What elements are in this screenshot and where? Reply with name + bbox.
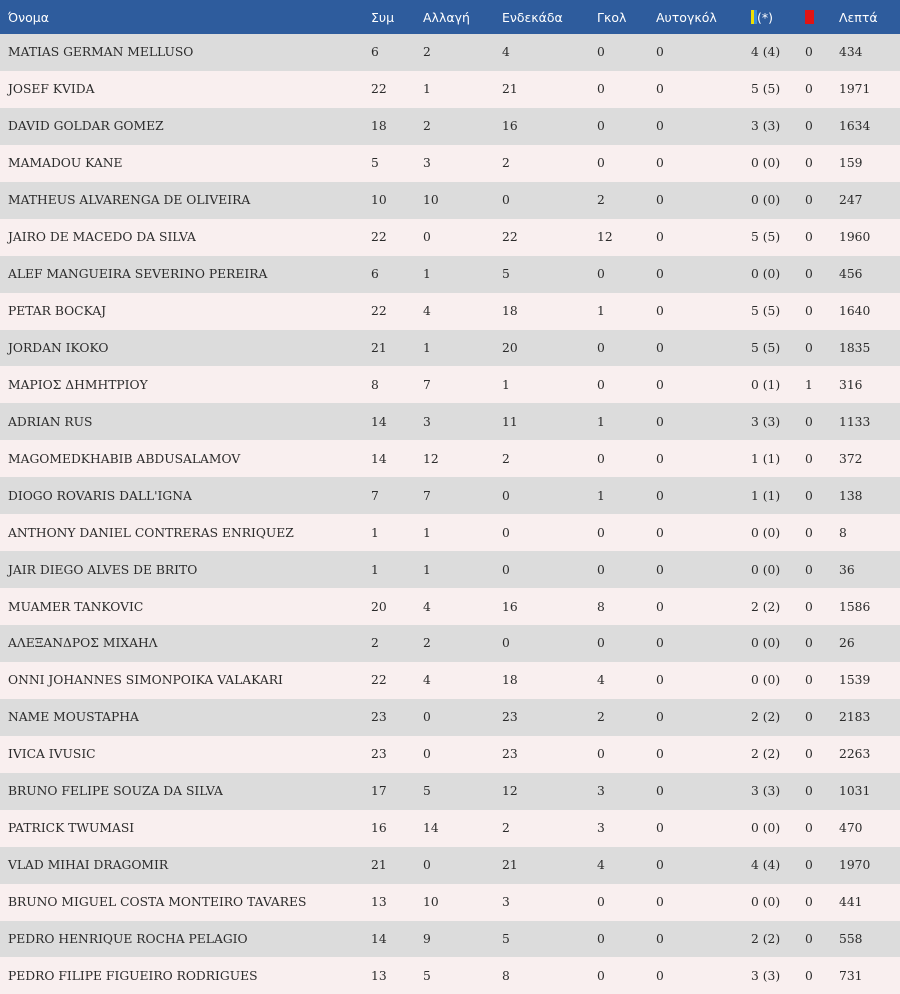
col-header-yellow[interactable]: [751, 0, 805, 34]
red-cards-value: 0: [805, 821, 813, 836]
table-row: [0, 330, 900, 367]
player-name: DAVID GOLDAR GOMEZ: [8, 119, 164, 134]
player-name: ΜΑΡΙΟΣ ΔΗΜΗΤΡΙΟΥ: [8, 377, 148, 392]
player-name: ADRIAN RUS: [8, 414, 93, 429]
starting-value: 12: [502, 784, 518, 799]
apps-value: 2: [371, 636, 379, 651]
goals-value: 0: [597, 340, 605, 355]
own-goals-value: 0: [656, 710, 664, 725]
minutes-value: 434: [839, 45, 863, 60]
own-goals-value: 0: [656, 230, 664, 245]
yellow-cards-value: 0 (0): [751, 636, 781, 651]
sub-value: 14: [423, 821, 439, 836]
table-row: [0, 108, 900, 145]
own-goals-value: 0: [656, 45, 664, 60]
own-goals-value: 0: [656, 451, 664, 466]
table-row: [0, 773, 900, 810]
apps-value: 22: [371, 82, 387, 97]
apps-value: 13: [371, 895, 387, 910]
sub-value: 1: [423, 562, 431, 577]
table-row: [0, 256, 900, 293]
starting-value: 1: [502, 377, 510, 392]
red-cards-value: 0: [805, 119, 813, 134]
red-card-icon: [805, 10, 814, 24]
table-row: [0, 440, 900, 477]
player-name: ANTHONY DANIEL CONTRERAS ENRIQUEZ: [8, 525, 294, 540]
table-row: [0, 588, 900, 625]
minutes-value: 316: [839, 377, 863, 392]
table-row: [0, 293, 900, 330]
starting-value: 23: [502, 710, 518, 725]
goals-value: 0: [597, 156, 605, 171]
minutes-value: 1031: [839, 784, 871, 799]
starting-value: 16: [502, 599, 518, 614]
table-row: [0, 219, 900, 256]
minutes-value: 2183: [839, 710, 871, 725]
own-goals-value: 0: [656, 636, 664, 651]
sub-value: 1: [423, 340, 431, 355]
table-body: [0, 34, 900, 994]
starting-value: 0: [502, 525, 510, 540]
yellow-cards-value: 3 (3): [751, 119, 781, 134]
goals-value: 2: [597, 193, 605, 208]
apps-value: 1: [371, 525, 379, 540]
apps-value: 22: [371, 673, 387, 688]
goals-value: 3: [597, 784, 605, 799]
sub-value: 1: [423, 82, 431, 97]
starting-value: 0: [502, 636, 510, 651]
col-header-sub[interactable]: Αλλαγή: [423, 9, 470, 25]
goals-value: 0: [597, 525, 605, 540]
starting-value: 21: [502, 858, 518, 873]
apps-value: 14: [371, 931, 387, 946]
col-header-goals[interactable]: Γκολ: [597, 9, 627, 25]
starting-value: 18: [502, 673, 518, 688]
starting-value: 5: [502, 267, 510, 282]
table-row: [0, 366, 900, 403]
player-name: BRUNO FELIPE SOUZA DA SILVA: [8, 784, 223, 799]
apps-value: 7: [371, 488, 379, 503]
minutes-value: 36: [839, 562, 855, 577]
minutes-value: 1634: [839, 119, 871, 134]
yellow-cards-value: 4 (4): [751, 45, 781, 60]
own-goals-value: 0: [656, 747, 664, 762]
sub-value: 0: [423, 747, 431, 762]
starting-value: 22: [502, 230, 518, 245]
yellow-cards-value: 2 (2): [751, 599, 781, 614]
yellow-cards-value: 4 (4): [751, 858, 781, 873]
red-cards-value: 0: [805, 673, 813, 688]
sub-value: 3: [423, 414, 431, 429]
minutes-value: 1960: [839, 230, 871, 245]
goals-value: 1: [597, 414, 605, 429]
sub-value: 3: [423, 156, 431, 171]
table-row: [0, 551, 900, 588]
own-goals-value: 0: [656, 673, 664, 688]
red-cards-value: 0: [805, 414, 813, 429]
goals-value: 0: [597, 377, 605, 392]
apps-value: 22: [371, 304, 387, 319]
apps-value: 14: [371, 451, 387, 466]
red-cards-value: 0: [805, 230, 813, 245]
player-name: JAIRO DE MACEDO DA SILVA: [8, 230, 196, 245]
table-row: [0, 736, 900, 773]
red-cards-value: 0: [805, 193, 813, 208]
minutes-value: 2263: [839, 747, 871, 762]
player-name: IVICA IVUSIC: [8, 747, 96, 762]
sub-value: 5: [423, 784, 431, 799]
player-name: MATHEUS ALVARENGA DE OLIVEIRA: [8, 193, 251, 208]
own-goals-value: 0: [656, 931, 664, 946]
sub-value: 1: [423, 525, 431, 540]
goals-value: 4: [597, 673, 605, 688]
col-header-starting[interactable]: Ενδεκάδα: [502, 9, 563, 25]
sub-value: 5: [423, 968, 431, 983]
apps-value: 6: [371, 45, 379, 60]
player-name: MAMADOU KANE: [8, 156, 123, 171]
yellow-cards-value: 0 (0): [751, 673, 781, 688]
red-cards-value: 0: [805, 599, 813, 614]
red-cards-value: 0: [805, 784, 813, 799]
minutes-value: 1971: [839, 82, 871, 97]
sub-value: 0: [423, 710, 431, 725]
own-goals-value: 0: [656, 119, 664, 134]
apps-value: 6: [371, 267, 379, 282]
yellow-cards-value: 5 (5): [751, 340, 781, 355]
player-name: ALEF MANGUEIRA SEVERINO PEREIRA: [8, 267, 268, 282]
own-goals-value: 0: [656, 968, 664, 983]
goals-value: 12: [597, 230, 613, 245]
table-row: [0, 145, 900, 182]
player-name: DIOGO ROVARIS DALL'IGNA: [8, 488, 192, 503]
starting-value: 3: [502, 895, 510, 910]
goals-value: 1: [597, 304, 605, 319]
red-cards-value: 0: [805, 710, 813, 725]
minutes-value: 1835: [839, 340, 871, 355]
player-name: MAGOMEDKHABIB ABDUSALAMOV: [8, 451, 241, 466]
apps-value: 20: [371, 599, 387, 614]
col-header-red[interactable]: [805, 0, 839, 34]
red-cards-value: 0: [805, 488, 813, 503]
starting-value: 16: [502, 119, 518, 134]
table-header-row: [0, 0, 900, 34]
player-name: PETAR BOCKAJ: [8, 304, 107, 319]
goals-value: 1: [597, 488, 605, 503]
yellow-cards-value: 3 (3): [751, 784, 781, 799]
goals-value: 8: [597, 599, 605, 614]
starting-value: 23: [502, 747, 518, 762]
starting-value: 2: [502, 451, 510, 466]
table-row: [0, 810, 900, 847]
starting-value: 20: [502, 340, 518, 355]
minutes-value: 138: [839, 488, 863, 503]
minutes-value: 1539: [839, 673, 871, 688]
player-name: MATIAS GERMAN MELLUSO: [8, 45, 194, 60]
sub-value: 0: [423, 858, 431, 873]
red-cards-value: 0: [805, 968, 813, 983]
sub-value: 7: [423, 377, 431, 392]
sub-value: 0: [423, 230, 431, 245]
goals-value: 0: [597, 636, 605, 651]
starting-value: 8: [502, 968, 510, 983]
red-cards-value: 0: [805, 636, 813, 651]
own-goals-value: 0: [656, 858, 664, 873]
own-goals-value: 0: [656, 784, 664, 799]
own-goals-value: 0: [656, 414, 664, 429]
apps-value: 14: [371, 414, 387, 429]
player-name: VLAD MIHAI DRAGOMIR: [8, 858, 169, 873]
sub-value: 4: [423, 304, 431, 319]
sub-value: 1: [423, 267, 431, 282]
red-cards-value: 0: [805, 895, 813, 910]
goals-value: 4: [597, 858, 605, 873]
col-header-minutes[interactable]: Λεπτά: [839, 9, 878, 25]
red-cards-value: 0: [805, 45, 813, 60]
red-cards-value: 0: [805, 340, 813, 355]
yellow-cards-value: 0 (1): [751, 377, 781, 392]
sub-value: 7: [423, 488, 431, 503]
apps-value: 21: [371, 340, 387, 355]
goals-value: 2: [597, 710, 605, 725]
yellow-cards-value: 0 (0): [751, 267, 781, 282]
table-row: [0, 625, 900, 662]
minutes-value: 247: [839, 193, 863, 208]
minutes-value: 26: [839, 636, 855, 651]
red-cards-value: 0: [805, 451, 813, 466]
own-goals-value: 0: [656, 599, 664, 614]
red-cards-value: 0: [805, 858, 813, 873]
yellow-cards-value: 0 (0): [751, 821, 781, 836]
yellow-cards-value: 3 (3): [751, 414, 781, 429]
minutes-value: 558: [839, 931, 863, 946]
minutes-value: 159: [839, 156, 863, 171]
red-cards-value: 0: [805, 525, 813, 540]
starting-value: 11: [502, 414, 518, 429]
apps-value: 22: [371, 230, 387, 245]
yellow-cards-value: 2 (2): [751, 931, 781, 946]
apps-value: 10: [371, 193, 387, 208]
goals-value: 0: [597, 119, 605, 134]
starting-value: 18: [502, 304, 518, 319]
apps-value: 5: [371, 156, 379, 171]
sub-value: 2: [423, 45, 431, 60]
player-name: ΑΛΕΞΑΝΔΡΟΣ ΜΙΧΑΗΛ: [8, 636, 158, 651]
goals-value: 0: [597, 267, 605, 282]
table-row: [0, 699, 900, 736]
col-header-name[interactable]: Όνομα: [8, 9, 49, 25]
own-goals-value: 0: [656, 304, 664, 319]
apps-value: 1: [371, 562, 379, 577]
red-cards-value: 0: [805, 156, 813, 171]
apps-value: 23: [371, 747, 387, 762]
minutes-value: 1640: [839, 304, 871, 319]
apps-value: 17: [371, 784, 387, 799]
goals-value: 3: [597, 821, 605, 836]
yellow-cards-value: 0 (0): [751, 562, 781, 577]
starting-value: 2: [502, 156, 510, 171]
red-cards-value: 0: [805, 931, 813, 946]
player-name: BRUNO MIGUEL COSTA MONTEIRO TAVARES: [8, 895, 307, 910]
yellow-cards-value: 2 (2): [751, 710, 781, 725]
red-cards-value: 0: [805, 82, 813, 97]
apps-value: 8: [371, 377, 379, 392]
own-goals-value: 0: [656, 193, 664, 208]
apps-value: 13: [371, 968, 387, 983]
table-row: [0, 514, 900, 551]
col-header-apps[interactable]: Συμ: [371, 9, 395, 25]
yellow-cards-value: 1 (1): [751, 451, 781, 466]
yellow-cards-value: 0 (0): [751, 193, 781, 208]
red-cards-value: 0: [805, 304, 813, 319]
apps-value: 23: [371, 710, 387, 725]
table-row: [0, 884, 900, 921]
yellow-cards-value: 0 (0): [751, 156, 781, 171]
table-row: [0, 182, 900, 219]
sub-value: 2: [423, 119, 431, 134]
apps-value: 16: [371, 821, 387, 836]
own-goals-value: 0: [656, 156, 664, 171]
starting-value: 4: [502, 45, 510, 60]
yellow-cards-value: 5 (5): [751, 304, 781, 319]
red-cards-value: 0: [805, 562, 813, 577]
yellow-header-suffix: (*): [757, 9, 774, 25]
yellow-cards-value: 2 (2): [751, 747, 781, 762]
minutes-value: 441: [839, 895, 863, 910]
player-name: JORDAN IKOKO: [8, 340, 109, 355]
own-goals-value: 0: [656, 267, 664, 282]
goals-value: 0: [597, 562, 605, 577]
goals-value: 0: [597, 968, 605, 983]
sub-value: 4: [423, 673, 431, 688]
apps-value: 18: [371, 119, 387, 134]
goals-value: 0: [597, 82, 605, 97]
minutes-value: 1133: [839, 414, 871, 429]
yellow-cards-value: 3 (3): [751, 968, 781, 983]
player-name: PEDRO HENRIQUE ROCHA PELAGIO: [8, 931, 248, 946]
table-row: [0, 921, 900, 958]
goals-value: 0: [597, 45, 605, 60]
table-row: [0, 662, 900, 699]
goals-value: 0: [597, 931, 605, 946]
starting-value: 2: [502, 821, 510, 836]
own-goals-value: 0: [656, 895, 664, 910]
sub-value: 2: [423, 636, 431, 651]
sub-value: 9: [423, 931, 431, 946]
yellow-cards-value: 5 (5): [751, 230, 781, 245]
starting-value: 0: [502, 488, 510, 503]
own-goals-value: 0: [656, 377, 664, 392]
player-name: ONNI JOHANNES SIMONPOIKA VALAKARI: [8, 673, 283, 688]
player-name: MUAMER TANKOVIC: [8, 599, 144, 614]
player-name: JOSEF KVIDA: [8, 82, 95, 97]
goals-value: 0: [597, 895, 605, 910]
sub-value: 10: [423, 895, 439, 910]
table-row: [0, 477, 900, 514]
col-header-own-goals[interactable]: Αυτογκόλ: [656, 9, 717, 25]
minutes-value: 470: [839, 821, 863, 836]
sub-value: 10: [423, 193, 439, 208]
sub-value: 4: [423, 599, 431, 614]
apps-value: 21: [371, 858, 387, 873]
player-name: JAIR DIEGO ALVES DE BRITO: [8, 562, 198, 577]
table-row: [0, 847, 900, 884]
own-goals-value: 0: [656, 821, 664, 836]
table-row: [0, 403, 900, 440]
minutes-value: 1970: [839, 858, 871, 873]
player-name: PEDRO FILIPE FIGUEIRO RODRIGUES: [8, 968, 258, 983]
player-name: PATRICK TWUMASI: [8, 821, 135, 836]
minutes-value: 372: [839, 451, 863, 466]
red-cards-value: 1: [805, 377, 813, 392]
minutes-value: 456: [839, 267, 863, 282]
yellow-cards-value: 1 (1): [751, 488, 781, 503]
red-cards-value: 0: [805, 747, 813, 762]
own-goals-value: 0: [656, 562, 664, 577]
own-goals-value: 0: [656, 488, 664, 503]
player-name: NAME MOUSTAPHA: [8, 710, 139, 725]
goals-value: 0: [597, 451, 605, 466]
starting-value: 5: [502, 931, 510, 946]
minutes-value: 1586: [839, 599, 871, 614]
goals-value: 0: [597, 747, 605, 762]
starting-value: 0: [502, 562, 510, 577]
red-cards-value: 0: [805, 267, 813, 282]
minutes-value: 8: [839, 525, 847, 540]
own-goals-value: 0: [656, 340, 664, 355]
own-goals-value: 0: [656, 82, 664, 97]
own-goals-value: 0: [656, 525, 664, 540]
starting-value: 21: [502, 82, 518, 97]
yellow-cards-value: 0 (0): [751, 525, 781, 540]
yellow-cards-value: 5 (5): [751, 82, 781, 97]
table-row: [0, 71, 900, 108]
minutes-value: 731: [839, 968, 863, 983]
table-row: [0, 34, 900, 71]
sub-value: 12: [423, 451, 439, 466]
starting-value: 0: [502, 193, 510, 208]
yellow-cards-value: 0 (0): [751, 895, 781, 910]
